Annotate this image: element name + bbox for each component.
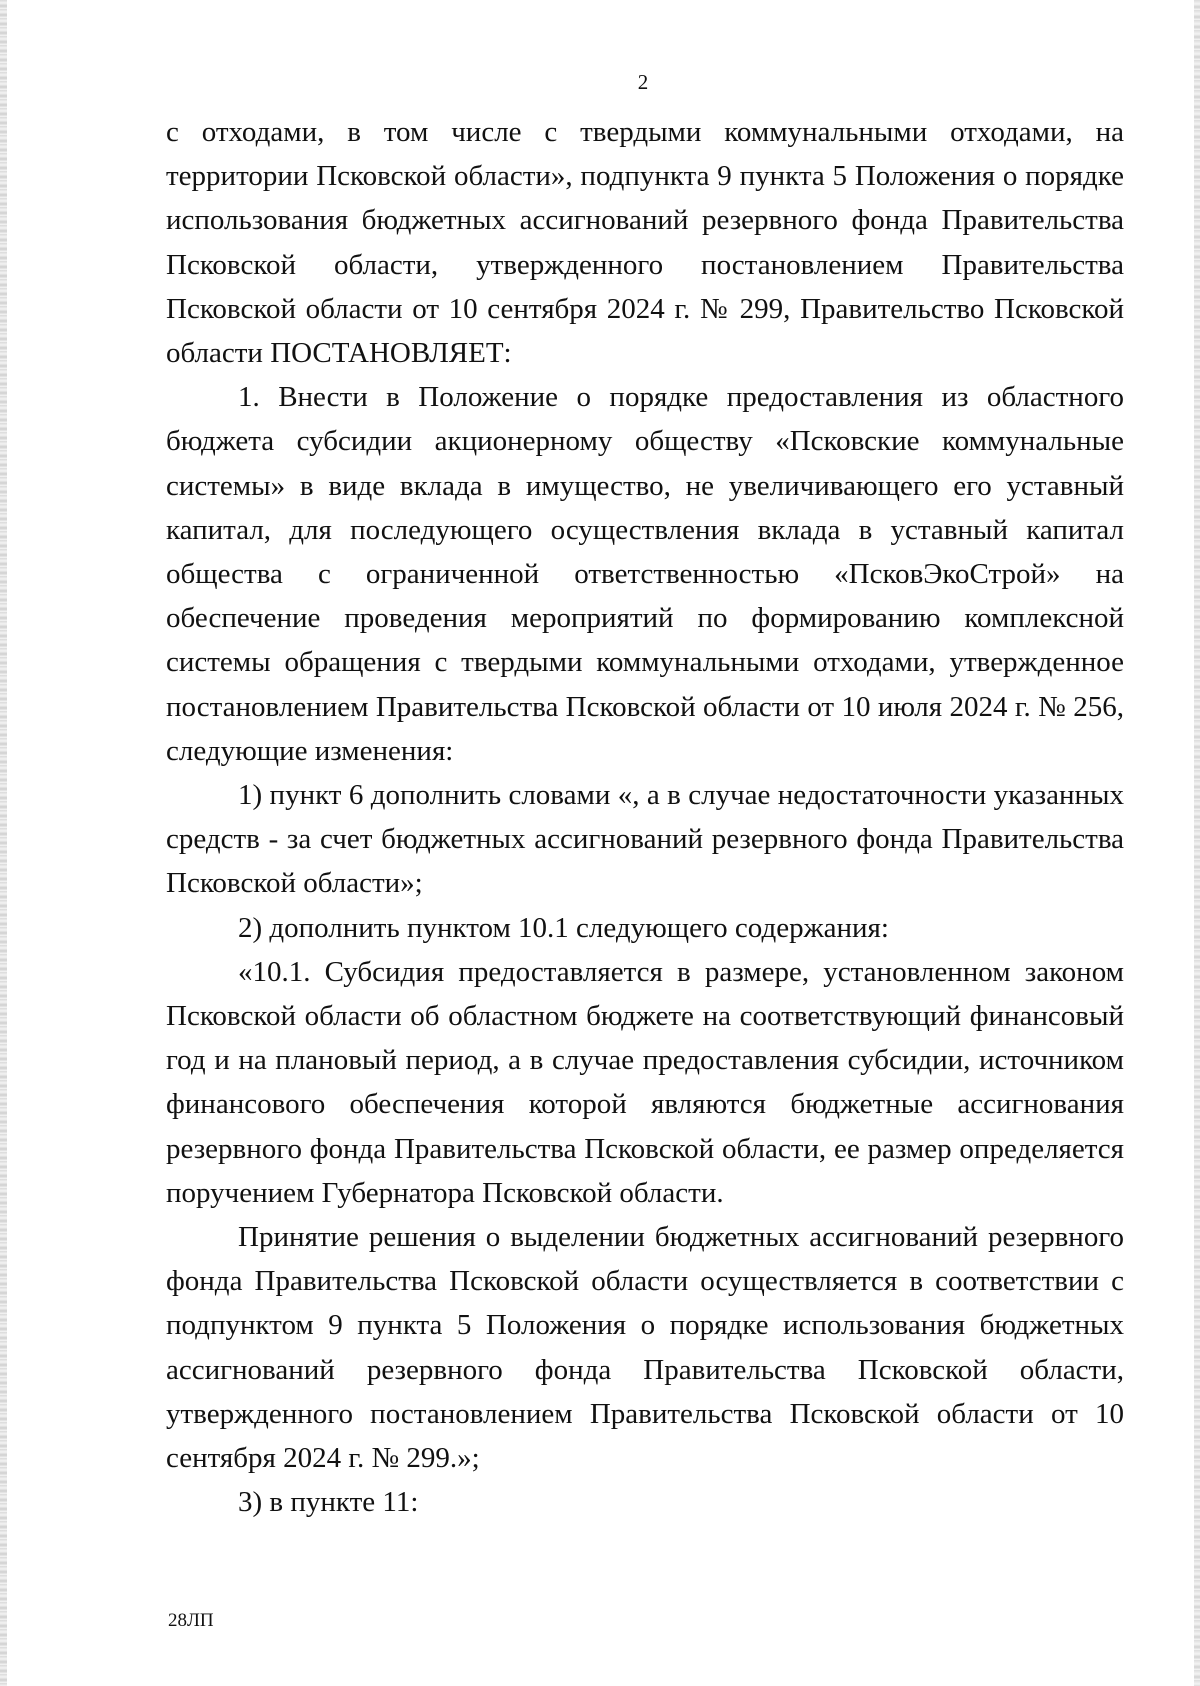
paragraph-item-1: 1. Внести в Положение о порядке предоставления из областного бюджета субсидии акционерному обществу «Псковские коммунальные системы» в виде вклада в имущество, не увеличивающего его уставный капитал, для последующего осуществления вклада в уставный капитал общества с ограниченной ответственностью «ПсковЭкоСтрой» на обеспечение проведения мероприятий по формированию комплексной системы обращения с твердыми коммунальными отходами, утвержденное постановлением Правительства Псковской области от 10 июля 2024 г. № 256, следующие изменения: [166,381,1124,767]
page-number: 2 [637,70,649,94]
paragraph-clause-10-1-continued: Принятие решения о выделении бюджетных ассигнований резервного фонда Правительства Псковской области осуществляется в соответствии с подпунктом 9 пункта 5 Положения о порядке использования бюджетных ассигнований резервного фонда Правительства Псковской области, утвержденного постановлением Правительства Псковской области от 10 сентября 2024 г. № 299.»; [166,1221,1124,1475]
scan-edge-right [1194,0,1200,1686]
footer-code: 28ЛП [168,1610,214,1631]
paragraph-subitem-2: 2) дополнить пунктом 10.1 следующего содержания: [238,911,889,944]
paragraph-subitem-3: 3) в пункте 11: [238,1486,419,1519]
paragraph-subitem-1: 1) пункт 6 дополнить словами «, а в случае недостаточности указанных средств - за счет бюджетных ассигнований резервного фонда Правительства Псковской области»; [166,779,1124,900]
paragraph-clause-10-1: «10.1. Субсидия предоставляется в размере, установленном законом Псковской области об областном бюджете на соответствующий финансовый год и на плановый период, а в случае предоставления субсидии, источником финансового обеспечения которой являются бюджетные ассигнования резервного фонда Правительства Псковской области, ее размер определяется поручением Губернатора Псковской области. [166,955,1124,1209]
document-body [166,110,1124,1525]
paragraph-continuation: с отходами, в том числе с твердыми коммунальными отходами, на территории Псковской области», подпункта 9 пункта 5 Положения о порядке использования бюджетных ассигнований резервного фонда Правительства Псковской области, утвержденного постановлением Правительства Псковской области от 10 сентября 2024 г. № 299, Правительство Псковской области ПОСТАНОВЛЯЕТ: [166,116,1124,370]
scan-edge-left [0,0,7,1686]
